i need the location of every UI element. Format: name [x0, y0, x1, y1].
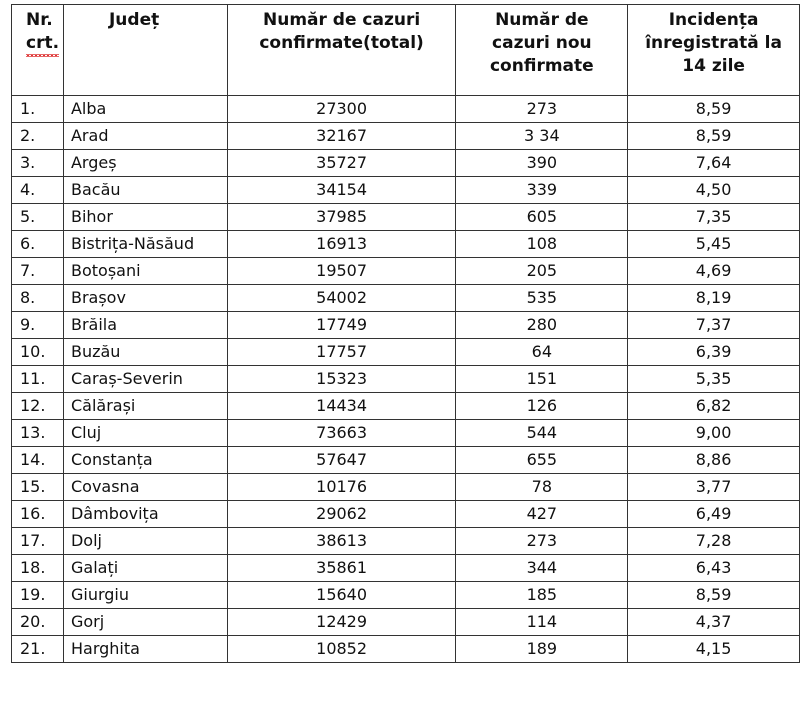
cell-new-cases: 205	[456, 258, 628, 285]
cell-incidence: 4,50	[628, 177, 800, 204]
cell-nr: 2.	[12, 123, 64, 150]
cell-judet: Alba	[63, 96, 227, 123]
cell-new-cases: 151	[456, 366, 628, 393]
cell-judet: Botoșani	[63, 258, 227, 285]
cell-new-cases: 273	[456, 96, 628, 123]
cell-total-cases: 16913	[227, 231, 456, 258]
cell-nr: 12.	[12, 393, 64, 420]
cell-new-cases: 114	[456, 609, 628, 636]
table-row	[12, 285, 800, 312]
cell-judet: Covasna	[63, 474, 227, 501]
table-row	[12, 501, 800, 528]
table-row	[12, 204, 800, 231]
header-inc-line2: înregistrată la	[645, 33, 782, 53]
cell-judet: Bacău	[63, 177, 227, 204]
header-nr-line2: crt.	[26, 32, 59, 57]
cell-incidence: 6,43	[628, 555, 800, 582]
cell-nr: 21.	[12, 636, 64, 663]
cell-total-cases: 15323	[227, 366, 456, 393]
cell-nr: 8.	[12, 285, 64, 312]
cell-judet: Brașov	[63, 285, 227, 312]
header-nou-line1: Număr de	[495, 10, 589, 30]
cell-total-cases: 29062	[227, 501, 456, 528]
cell-new-cases: 655	[456, 447, 628, 474]
cell-judet: Galați	[63, 555, 227, 582]
cell-judet: Arad	[63, 123, 227, 150]
cell-nr: 6.	[12, 231, 64, 258]
cell-new-cases: 544	[456, 420, 628, 447]
table-body	[12, 96, 800, 663]
cell-incidence: 6,82	[628, 393, 800, 420]
cell-judet: Constanța	[63, 447, 227, 474]
table-row	[12, 528, 800, 555]
cell-nr: 10.	[12, 339, 64, 366]
cell-new-cases: 280	[456, 312, 628, 339]
table-row	[12, 393, 800, 420]
header-nou-line2: cazuri nou	[492, 33, 592, 53]
header-total-cases	[227, 5, 456, 96]
header-incidence	[628, 5, 800, 96]
cell-new-cases: 185	[456, 582, 628, 609]
table-row	[12, 231, 800, 258]
table-row	[12, 555, 800, 582]
cell-total-cases: 54002	[227, 285, 456, 312]
cell-nr: 17.	[12, 528, 64, 555]
cell-new-cases: 64	[456, 339, 628, 366]
cell-nr: 14.	[12, 447, 64, 474]
cell-total-cases: 19507	[227, 258, 456, 285]
table-row	[12, 474, 800, 501]
cell-new-cases: 427	[456, 501, 628, 528]
cell-new-cases: 3 34	[456, 123, 628, 150]
cell-incidence: 8,19	[628, 285, 800, 312]
cell-judet: Dâmbovița	[63, 501, 227, 528]
table-row	[12, 123, 800, 150]
cell-nr: 13.	[12, 420, 64, 447]
cell-total-cases: 27300	[227, 96, 456, 123]
cell-incidence: 7,28	[628, 528, 800, 555]
cell-judet: Brăila	[63, 312, 227, 339]
table-row	[12, 177, 800, 204]
cell-new-cases: 344	[456, 555, 628, 582]
cell-incidence: 3,77	[628, 474, 800, 501]
cell-judet: Argeș	[63, 150, 227, 177]
cell-nr: 5.	[12, 204, 64, 231]
cell-incidence: 8,59	[628, 582, 800, 609]
cell-total-cases: 37985	[227, 204, 456, 231]
cell-incidence: 4,69	[628, 258, 800, 285]
cell-incidence: 5,45	[628, 231, 800, 258]
table-row	[12, 582, 800, 609]
table-row	[12, 150, 800, 177]
cell-incidence: 6,39	[628, 339, 800, 366]
cell-incidence: 6,49	[628, 501, 800, 528]
cell-judet: Gorj	[63, 609, 227, 636]
cell-judet: Caraș-Severin	[63, 366, 227, 393]
cell-nr: 11.	[12, 366, 64, 393]
table-row	[12, 366, 800, 393]
header-nr-crt	[12, 5, 64, 96]
table-row	[12, 96, 800, 123]
header-nou-line3: confirmate	[489, 56, 594, 76]
cell-nr: 9.	[12, 312, 64, 339]
table-row	[12, 339, 800, 366]
cell-incidence: 7,37	[628, 312, 800, 339]
table-row	[12, 420, 800, 447]
header-total-line1: Număr de cazuri	[262, 10, 421, 30]
cell-nr: 19.	[12, 582, 64, 609]
cell-total-cases: 17749	[227, 312, 456, 339]
cell-new-cases: 273	[456, 528, 628, 555]
cell-judet: Dolj	[63, 528, 227, 555]
cell-total-cases: 17757	[227, 339, 456, 366]
cell-new-cases: 339	[456, 177, 628, 204]
cell-total-cases: 12429	[227, 609, 456, 636]
cell-incidence: 8,59	[628, 96, 800, 123]
cell-total-cases: 32167	[227, 123, 456, 150]
cell-judet: Călărași	[63, 393, 227, 420]
cell-new-cases: 108	[456, 231, 628, 258]
cell-total-cases: 57647	[227, 447, 456, 474]
cell-nr: 18.	[12, 555, 64, 582]
cell-total-cases: 10176	[227, 474, 456, 501]
table-row	[12, 312, 800, 339]
cell-new-cases: 78	[456, 474, 628, 501]
cell-judet: Bistrița-Năsăud	[63, 231, 227, 258]
cell-judet: Bihor	[63, 204, 227, 231]
cell-judet: Giurgiu	[63, 582, 227, 609]
covid-cases-table	[11, 4, 800, 663]
cell-judet: Harghita	[63, 636, 227, 663]
cell-new-cases: 535	[456, 285, 628, 312]
header-judet	[63, 5, 227, 96]
cell-judet: Buzău	[63, 339, 227, 366]
cell-total-cases: 38613	[227, 528, 456, 555]
header-judet-label: Județ	[108, 10, 160, 30]
cell-incidence: 4,37	[628, 609, 800, 636]
cell-nr: 3.	[12, 150, 64, 177]
cell-nr: 4.	[12, 177, 64, 204]
table-row	[12, 447, 800, 474]
cell-total-cases: 35861	[227, 555, 456, 582]
table-row	[12, 609, 800, 636]
cell-new-cases: 390	[456, 150, 628, 177]
header-inc-line1: Incidența	[668, 10, 759, 30]
table-row	[12, 636, 800, 663]
cell-nr: 1.	[12, 96, 64, 123]
cell-nr: 20.	[12, 609, 64, 636]
cell-incidence: 7,64	[628, 150, 800, 177]
cell-incidence: 8,59	[628, 123, 800, 150]
cell-new-cases: 605	[456, 204, 628, 231]
header-row	[12, 5, 800, 96]
cell-nr: 15.	[12, 474, 64, 501]
cell-nr: 16.	[12, 501, 64, 528]
cell-new-cases: 189	[456, 636, 628, 663]
cell-incidence: 5,35	[628, 366, 800, 393]
cell-nr: 7.	[12, 258, 64, 285]
table-row	[12, 258, 800, 285]
cell-total-cases: 35727	[227, 150, 456, 177]
cell-incidence: 8,86	[628, 447, 800, 474]
cell-incidence: 4,15	[628, 636, 800, 663]
cell-incidence: 7,35	[628, 204, 800, 231]
cell-new-cases: 126	[456, 393, 628, 420]
cell-total-cases: 10852	[227, 636, 456, 663]
cell-incidence: 9,00	[628, 420, 800, 447]
header-new-cases	[456, 5, 628, 96]
header-total-line2: confirmate(total)	[259, 33, 424, 53]
cell-total-cases: 73663	[227, 420, 456, 447]
cell-total-cases: 14434	[227, 393, 456, 420]
header-nr-line1: Nr.	[26, 10, 53, 30]
cell-judet: Cluj	[63, 420, 227, 447]
cell-total-cases: 34154	[227, 177, 456, 204]
cell-total-cases: 15640	[227, 582, 456, 609]
header-inc-line3: 14 zile	[682, 56, 745, 76]
